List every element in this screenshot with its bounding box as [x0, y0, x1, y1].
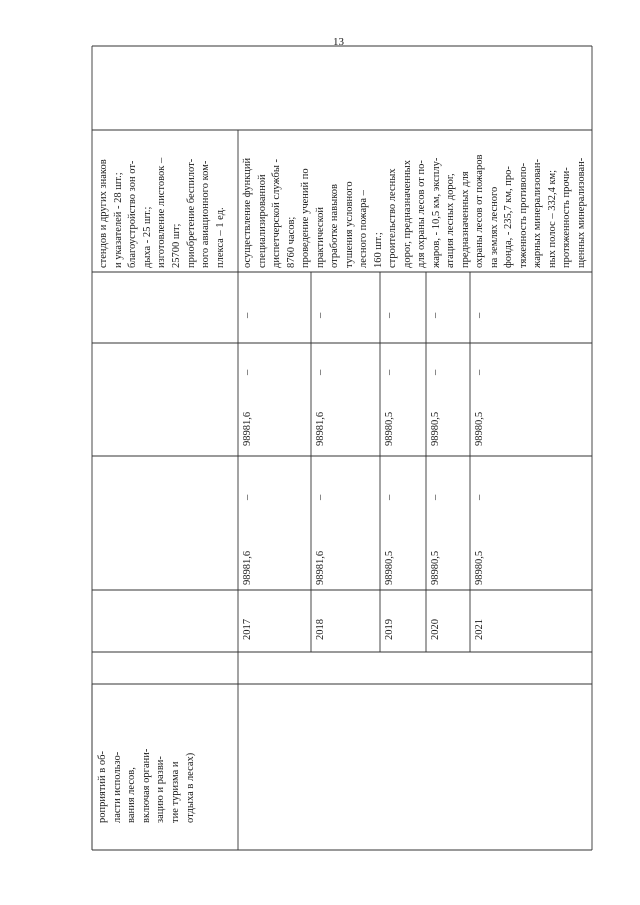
value-cell: 98980,5 — [384, 550, 395, 585]
value-cell: 98980,5 — [430, 550, 441, 585]
value-cell: – — [474, 312, 485, 318]
results-line: жаров, - 10,5 км, эксплу- — [430, 157, 442, 268]
results-top-block — [97, 158, 228, 268]
description-block — [96, 749, 198, 823]
value-cell: 98981,6 — [242, 411, 253, 446]
results-line: дорог, предназначенных — [401, 160, 413, 268]
results-line: ного авиационного ком- — [200, 160, 212, 268]
results-line: изготовление листовок – — [156, 157, 168, 268]
value-cell: – — [384, 369, 395, 375]
results-line: 8760 часов; — [285, 216, 297, 268]
description-line: зацию и разви- — [155, 756, 167, 823]
results-line: ных полос – 332,4 км; — [546, 169, 558, 268]
results-line: проведение учений по — [300, 168, 311, 268]
results-line: тушения условного — [343, 181, 355, 268]
results-line: лесного пожара – — [358, 190, 369, 268]
value-cell: – — [430, 312, 441, 318]
value-cell: – — [474, 369, 485, 375]
year-cell: 2020 — [430, 619, 441, 640]
results-line: 160 шт.; — [372, 232, 384, 268]
value-cell: – — [242, 312, 253, 318]
results-line: дыха - 25 шт.; — [141, 206, 153, 268]
results-line: и указателей - 28 шт.; — [112, 172, 124, 268]
value-cell: 98980,5 — [474, 550, 485, 585]
description-line: включая органи- — [140, 748, 152, 823]
description-line: тие туризма и — [169, 761, 181, 823]
value-cell: – — [430, 369, 441, 375]
value-cell: 98981,6 — [315, 550, 326, 585]
value-cell: 98980,5 — [384, 411, 395, 446]
results-line: для охраны лесов от по- — [416, 160, 427, 268]
value-cell: – — [315, 369, 326, 375]
value-cell: – — [384, 312, 395, 318]
results-line: отработке навыков — [329, 184, 340, 268]
results-line: 25700 шт; — [170, 223, 182, 268]
value-cell: – — [474, 494, 485, 500]
value-cell: 98981,6 — [242, 550, 253, 585]
value-cell: – — [384, 494, 395, 500]
results-line: атация лесных дорог, — [445, 173, 456, 268]
year-cell: 2021 — [474, 619, 485, 640]
results-line: протяженность прочи- — [561, 167, 572, 268]
results-line: практической — [314, 206, 326, 268]
value-cell: – — [242, 369, 253, 375]
results-bottom-block — [241, 155, 589, 268]
results-line: на землях лесного — [488, 186, 500, 268]
page-number: 13 — [333, 36, 344, 48]
results-line: диспетчерской службы - — [271, 158, 282, 268]
value-cell: 98981,6 — [315, 411, 326, 446]
results-line: предназначенных для — [459, 171, 471, 268]
results-line: жарных минерализован- — [532, 158, 543, 268]
description-line: отдыха в лесах) — [184, 752, 196, 823]
results-line: охраны лесов от пожаров — [474, 154, 485, 268]
results-line: приобретение беспилот- — [185, 158, 197, 268]
results-line: тяженность противопо- — [517, 162, 529, 268]
year-cell: 2018 — [315, 619, 326, 640]
results-line: специализированной — [256, 174, 268, 268]
value-cell: – — [242, 494, 253, 500]
results-line: плекса – 1 ед. — [214, 207, 226, 268]
year-cell: 2019 — [384, 619, 395, 640]
results-line: строительство лесных — [387, 168, 398, 268]
value-cell: – — [315, 494, 326, 500]
value-cell: – — [430, 494, 441, 500]
value-cell: 98980,5 — [430, 411, 441, 446]
description-line: вания лесов, — [126, 767, 138, 823]
results-line: щенных минерализован- — [575, 157, 587, 268]
results-line: стендов и других знаков — [98, 159, 109, 268]
results-line: фонда, - 235,7 км, про- — [503, 166, 514, 268]
year-cell: 2017 — [242, 619, 253, 640]
value-cell: – — [315, 312, 326, 318]
results-line: благоустройство зон от- — [127, 160, 139, 268]
description-line: роприятий в об- — [97, 751, 108, 823]
description-line: ласти использо- — [111, 751, 123, 823]
value-cell: 98980,5 — [474, 411, 485, 446]
results-line: осуществление функций — [242, 157, 253, 268]
